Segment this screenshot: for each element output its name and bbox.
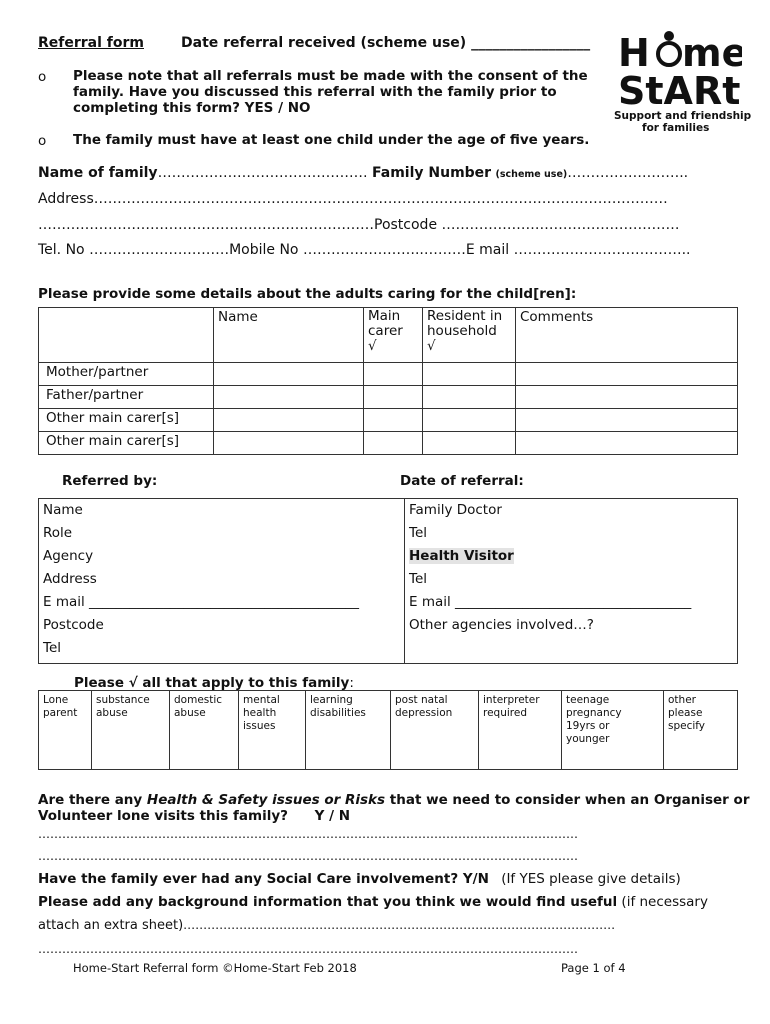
cell-resident[interactable] [423, 386, 516, 409]
footer-copyright: Home-Start Referral form ©Home-Start Feb 2018 [73, 961, 357, 975]
address-row[interactable] [38, 191, 668, 207]
cell-resident[interactable] [423, 432, 516, 455]
col-main-carer-header [364, 308, 423, 363]
logo-tagline-1: Support and friendship [614, 110, 752, 122]
teenage-pregnancy-checkbox[interactable]: teenage pregnancy 19yrs or younger [562, 691, 664, 770]
postcode-dots: …………………………………………… [441, 217, 680, 233]
cell-comments[interactable] [516, 432, 738, 455]
adults-header-row [39, 308, 738, 363]
lone-parent-checkbox[interactable]: Lone parent [39, 691, 92, 770]
circumstances-table [38, 690, 738, 770]
table-row [39, 409, 738, 432]
tel-label: Tel. No [38, 242, 85, 258]
bullet-2: o [38, 133, 47, 149]
adults-blank-header [39, 308, 214, 363]
cell-comments[interactable] [516, 386, 738, 409]
apply-heading-please: Please [74, 675, 124, 691]
substance-abuse-checkbox[interactable]: substance abuse [92, 691, 170, 770]
cell-main-carer[interactable] [364, 432, 423, 455]
postcode-label: Postcode [374, 217, 438, 233]
health-visitor-label: Health Visitor [409, 548, 514, 564]
col-name-header: Name [214, 308, 364, 363]
row-label: Mother/partner [39, 363, 214, 386]
cell-main-carer[interactable] [364, 409, 423, 432]
resident-line-1: Resident in [427, 308, 503, 324]
svg-text:me: me [682, 31, 742, 75]
cell-comments[interactable] [516, 409, 738, 432]
resident-tick: √ [427, 338, 436, 354]
health-safety-line-1[interactable]: ……………………………………………………………………………………………………………………… [38, 827, 578, 841]
health-safety-yn[interactable]: Y / N [314, 808, 351, 824]
post-natal-depression-checkbox[interactable]: post natal depression [391, 691, 479, 770]
family-doctor-field[interactable]: Family Doctor [409, 502, 502, 518]
cell-resident[interactable] [423, 363, 516, 386]
referrer-agency-field[interactable]: Agency [43, 548, 94, 564]
consent-note-line-1: Please note that all referrals must be made with the consent of the [73, 68, 588, 84]
row-label: Other main carer[s] [39, 409, 214, 432]
apply-heading [74, 675, 354, 691]
col-resident-header [423, 308, 516, 363]
consent-note [73, 68, 588, 116]
background-question: Please add any background information that you think we would find useful (if necessary [38, 894, 708, 910]
referrer-fields [39, 499, 405, 664]
apply-heading-text: all that apply to this family [142, 675, 350, 691]
health-visitor-email-field[interactable]: E mail ___________________________________ [409, 594, 692, 610]
health-safety-line-2[interactable]: ……………………………………………………………………………………………………………………… [38, 849, 578, 863]
cell-main-carer[interactable] [364, 386, 423, 409]
logo-tagline-2: for families [642, 122, 710, 134]
cell-name[interactable] [214, 363, 364, 386]
address2-dots: ……………………………………………………………… [38, 217, 374, 233]
table-row [39, 432, 738, 455]
social-care-question[interactable]: Have the family ever had any Social Care involvement? Y/N (If YES please give details) [38, 871, 681, 887]
tel-dots: ………………………… [89, 242, 230, 258]
home-start-logo [612, 28, 752, 138]
doctor-fields [405, 499, 738, 664]
cell-name[interactable] [214, 386, 364, 409]
logo-wordmark-icon [612, 28, 742, 108]
referrer-role-field[interactable]: Role [43, 525, 73, 541]
health-visitor-tel-field[interactable]: Tel [409, 571, 428, 587]
col-comments-header: Comments [516, 308, 738, 363]
consent-note-line-2: family. Have you discussed this referral with the family prior to [73, 84, 557, 100]
referrer-name-field[interactable]: Name [43, 502, 83, 518]
main-carer-line-1: Main [368, 308, 401, 324]
referred-by-label: Referred by: [62, 473, 158, 489]
mobile-label: Mobile No [229, 242, 299, 258]
family-number-label: Family Number [372, 165, 492, 181]
referrer-table [38, 498, 738, 664]
date-received-field[interactable]: Date referral received (scheme use) _________________ [181, 35, 591, 51]
learning-disabilities-checkbox[interactable]: learning disabilities [306, 691, 391, 770]
referrer-postcode-field[interactable]: Postcode [43, 617, 104, 633]
svg-text:StARt: StARt [618, 69, 741, 108]
svg-text:H: H [618, 31, 650, 75]
row-label: Father/partner [39, 386, 214, 409]
referrer-address-field[interactable]: Address [43, 571, 97, 587]
address-label: Address [38, 191, 94, 207]
family-number-dots: …………………….. [567, 165, 689, 181]
contact-row[interactable] [38, 242, 691, 258]
apply-heading-tick: √ [128, 675, 138, 691]
family-name-label: Name of family [38, 165, 158, 181]
form-title: Referral form [38, 35, 144, 51]
cell-name[interactable] [214, 432, 364, 455]
health-safety-question-line-2[interactable]: Volunteer lone visits this family? Y / N [38, 808, 351, 824]
cell-comments[interactable] [516, 363, 738, 386]
other-specify-checkbox[interactable]: other please specify [664, 691, 738, 770]
main-carer-tick: √ [368, 338, 377, 354]
other-agencies-field[interactable]: Other agencies involved…? [409, 617, 594, 633]
date-of-referral-label: Date of referral: [400, 473, 524, 489]
cell-name[interactable] [214, 409, 364, 432]
bullet-1: o [38, 69, 47, 85]
referrer-tel-field[interactable]: Tel [43, 640, 62, 656]
mental-health-checkbox[interactable]: mental health issues [239, 691, 306, 770]
background-line-2[interactable]: ……………………………………………………………………………………………………………………… [38, 942, 578, 956]
adults-heading: Please provide some details about the adults caring for the child[ren]: [38, 286, 577, 302]
background-line-1[interactable]: attach an extra sheet)……………………………………………………………………………………………… [38, 918, 616, 933]
family-name-dots: ……………………………………… [157, 165, 368, 181]
family-number-scheme: (scheme use) [495, 169, 568, 180]
consent-note-line-3: completing this form? YES / NO [73, 100, 311, 116]
cell-main-carer[interactable] [364, 363, 423, 386]
child-age-note: The family must have at least one child under the age of five years. [73, 132, 590, 148]
table-row [39, 386, 738, 409]
email-label: E mail [465, 242, 510, 258]
doctor-tel-field[interactable]: Tel [409, 525, 428, 541]
resident-line-2: household [427, 323, 497, 339]
adults-table [38, 307, 738, 455]
mobile-dots: ……………………..……… [302, 242, 466, 258]
main-carer-line-2: carer [368, 323, 403, 339]
interpreter-required-checkbox[interactable]: interpreter required [479, 691, 562, 770]
family-name-row[interactable] [38, 165, 688, 181]
page-number: Page 1 of 4 [561, 961, 626, 975]
referrer-email-field[interactable]: E mail ________________________________________ [43, 594, 360, 610]
row-label: Other main carer[s] [39, 432, 214, 455]
email-dots: ……………………………….. [513, 242, 691, 258]
domestic-abuse-checkbox[interactable]: domestic abuse [170, 691, 239, 770]
cell-resident[interactable] [423, 409, 516, 432]
health-visitor-field[interactable] [409, 545, 733, 568]
health-safety-question: Are there any Health & Safety issues or Risks that we need to consider when an Organiser or [38, 792, 750, 808]
table-row [39, 363, 738, 386]
address-dots: …………………………………………………………………………………………………………… [93, 191, 668, 207]
postcode-row[interactable] [38, 217, 680, 233]
apply-heading-colon: : [349, 675, 354, 691]
